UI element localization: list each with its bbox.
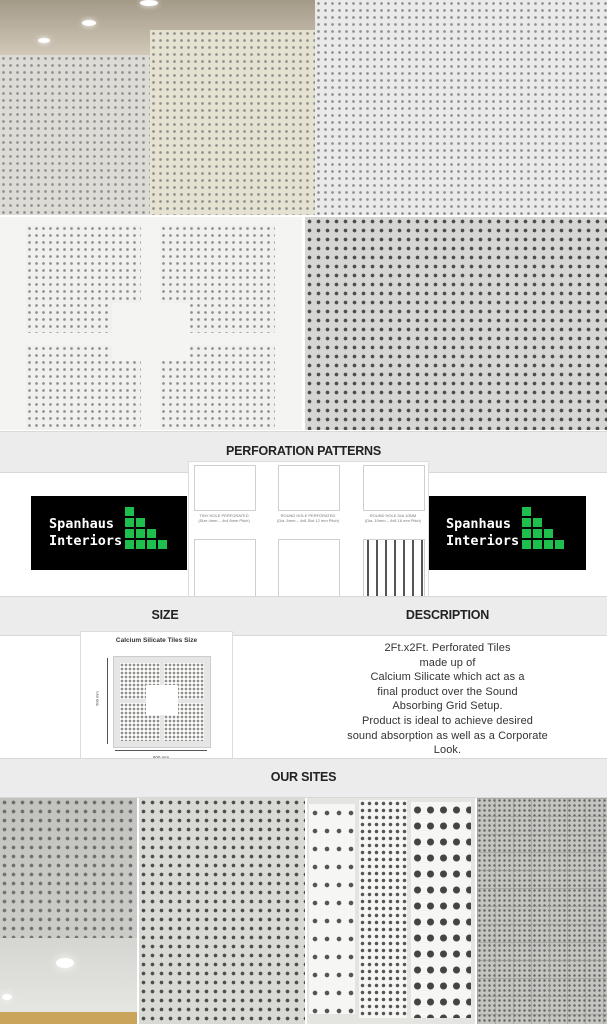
site-photo-3 bbox=[307, 798, 475, 1024]
perforation-patterns-heading: PERFORATION PATTERNS bbox=[225, 444, 382, 458]
logo-line2: Interiors bbox=[49, 533, 123, 549]
logo-block bbox=[136, 518, 145, 527]
tile-diagram-center bbox=[146, 685, 178, 715]
logo-block bbox=[555, 540, 564, 549]
logo-block bbox=[522, 518, 531, 527]
logo-block bbox=[125, 529, 134, 538]
tile-photo-right bbox=[305, 217, 607, 430]
description-text bbox=[325, 641, 570, 758]
pattern-thumb-round-hole bbox=[278, 465, 340, 511]
description-line: Look. bbox=[433, 744, 462, 757]
pattern-thumb-round-hole-cross bbox=[278, 539, 340, 601]
site-ceiling bbox=[0, 798, 137, 938]
site-photo-1 bbox=[0, 798, 137, 1024]
pattern-center-plain bbox=[215, 478, 233, 494]
logo-block bbox=[158, 540, 167, 549]
logo-block bbox=[533, 540, 542, 549]
size-card-title: Calcium Silicate Tiles Size bbox=[115, 637, 198, 644]
logo-text bbox=[446, 516, 519, 550]
pattern-thumb-round-hole-10mm bbox=[363, 465, 425, 511]
description-line: sound absorption as well as a Corporate bbox=[347, 729, 548, 742]
site-floor bbox=[0, 1012, 137, 1024]
logo-block bbox=[147, 540, 156, 549]
site-panel bbox=[411, 802, 471, 1018]
description-heading: DESCRIPTION bbox=[405, 608, 490, 622]
logo-block bbox=[522, 540, 531, 549]
description-line: Calcium Silicate which act as a bbox=[370, 671, 525, 684]
pattern-thumb-straight-slot bbox=[363, 539, 425, 601]
description-line: final product over the Sound bbox=[377, 685, 518, 698]
logo-line1: Spanhaus bbox=[49, 516, 115, 532]
size-description-band bbox=[0, 596, 607, 636]
width-dimension-line bbox=[115, 750, 207, 751]
pattern-caption: ROUND HOLE PERFORATED (Dia. 6mm – 4x8 Slot 12 mm Pitch) bbox=[276, 513, 340, 523]
description-line: made up of bbox=[419, 656, 476, 669]
size-card bbox=[80, 631, 233, 773]
logo-block bbox=[522, 529, 531, 538]
site-panel bbox=[309, 804, 355, 1014]
site-light bbox=[56, 958, 74, 968]
tile-center-plain bbox=[112, 303, 190, 361]
pattern-thumb-round-hole-grid bbox=[194, 539, 256, 601]
site-photo-2 bbox=[139, 798, 305, 1024]
logo-block bbox=[544, 529, 553, 538]
tile-diagram bbox=[113, 656, 211, 748]
ceiling-light bbox=[38, 38, 50, 43]
pattern-caption: ROUND HOLE DIA 10MM (Dia. 10mm – 4x8 16 mm Pitch) bbox=[364, 513, 422, 523]
logo-line2: Interiors bbox=[446, 533, 520, 549]
logo-block bbox=[544, 540, 553, 549]
description-line: 2Ft.x2Ft. Perforated Tiles bbox=[384, 642, 511, 654]
description-line: Product is ideal to achieve desired bbox=[361, 714, 534, 727]
patterns-sheet bbox=[188, 461, 429, 609]
size-heading: SIZE bbox=[151, 608, 179, 622]
wall-middle bbox=[150, 30, 315, 215]
pattern-caption: TINY HOLE PERFORATED (Size 4mm – 4x4 8mm Pitch) bbox=[198, 513, 250, 523]
ceiling-light bbox=[140, 0, 158, 6]
logo-block bbox=[136, 540, 145, 549]
our-sites-heading: OUR SITES bbox=[270, 770, 337, 784]
site-light bbox=[2, 994, 12, 1000]
logo-block bbox=[125, 540, 134, 549]
height-dimension-line bbox=[107, 658, 108, 744]
logo-block bbox=[136, 529, 145, 538]
logo-text bbox=[49, 516, 122, 550]
logo-block bbox=[125, 507, 134, 516]
ceiling-light bbox=[82, 20, 96, 26]
tile-photo-left bbox=[0, 217, 302, 430]
logo-left bbox=[31, 496, 187, 570]
hero-photo bbox=[0, 0, 607, 215]
site-panel bbox=[359, 800, 407, 1018]
site-photo-4 bbox=[477, 798, 607, 1024]
logo-block bbox=[147, 529, 156, 538]
logo-line1: Spanhaus bbox=[446, 516, 512, 532]
logo-block bbox=[522, 507, 531, 516]
wall-right bbox=[315, 0, 607, 215]
wall-left bbox=[0, 55, 150, 215]
logo-block bbox=[125, 518, 134, 527]
description-line: Absorbing Grid Setup. bbox=[392, 700, 503, 713]
logo-block bbox=[533, 518, 542, 527]
height-label: 600 mm bbox=[94, 691, 100, 706]
logo-block bbox=[533, 529, 542, 538]
logo-right bbox=[428, 496, 586, 570]
